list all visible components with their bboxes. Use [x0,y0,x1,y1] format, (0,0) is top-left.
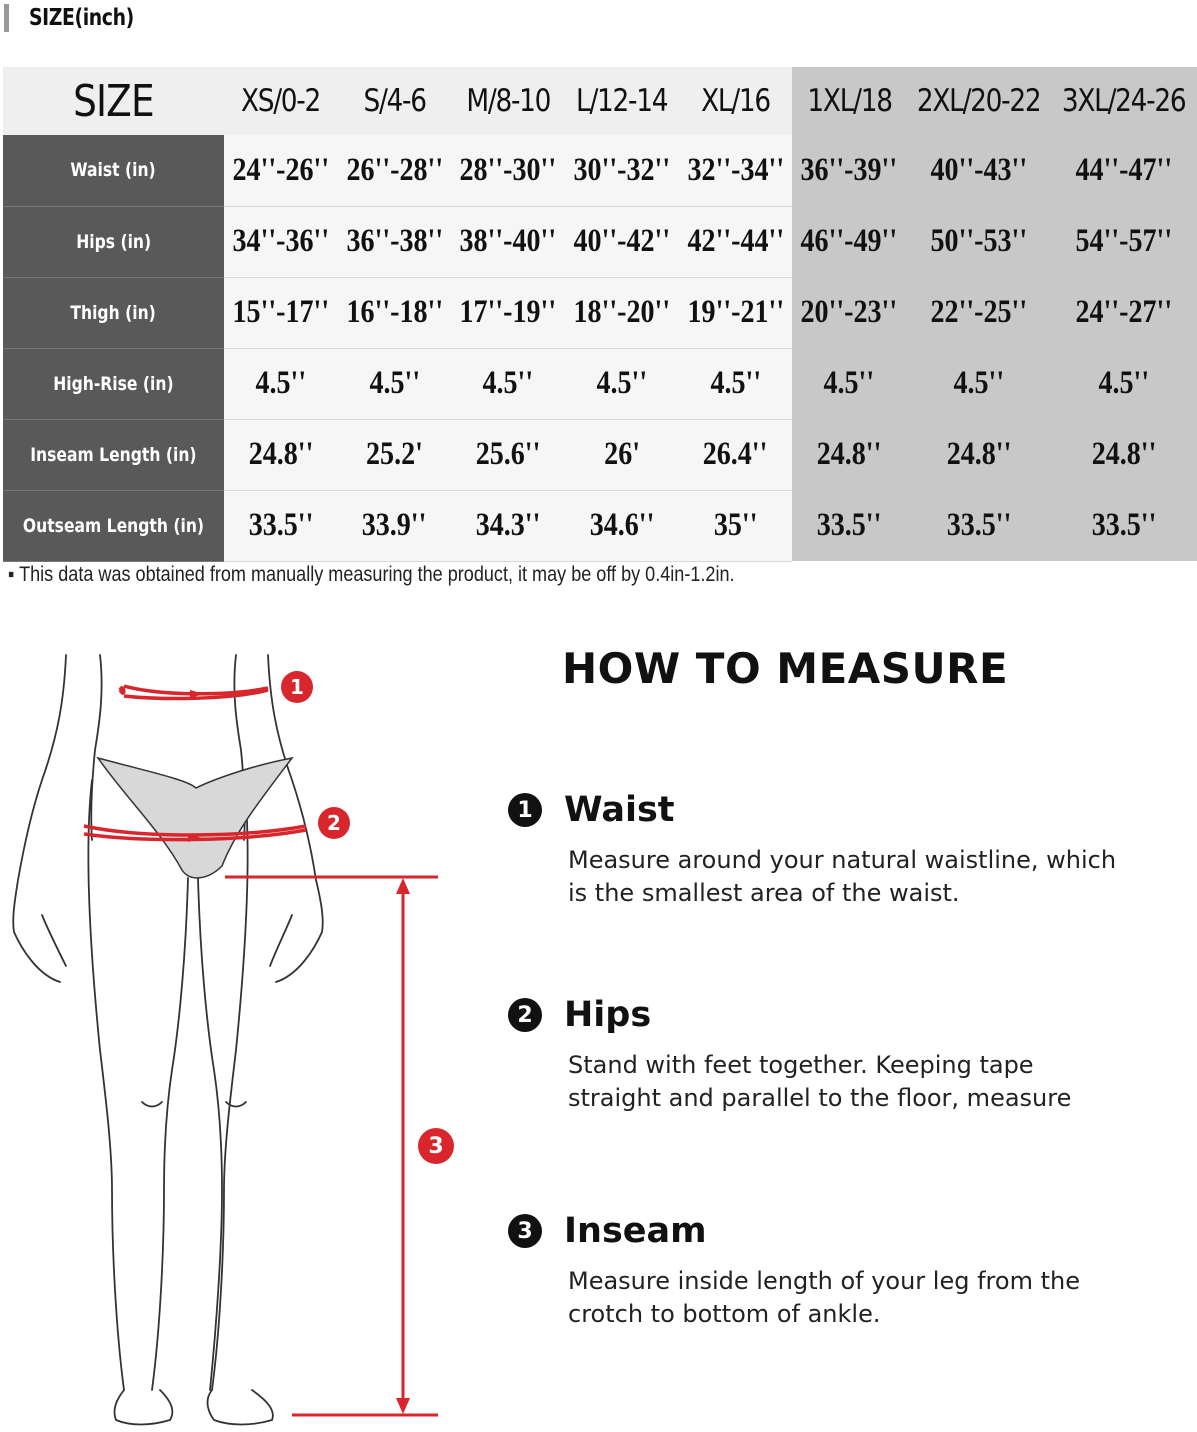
size-corner-label: SIZE [3,67,224,135]
size-header-row [3,67,1197,135]
row-label: High-Rise (in) [3,348,224,419]
step-number-icon: 1 [508,793,542,827]
row-label: Waist (in) [3,135,224,206]
table-cell: 26''-28'' [338,135,452,206]
step-description-line: Measure around your natural waistline, which [568,846,1117,874]
marker-1-icon [281,671,313,703]
size-column-header: L/12-14 [565,67,679,135]
step-name: Inseam [564,1211,707,1251]
table-row [3,135,1197,206]
table-cell: 22''-25'' [906,277,1051,348]
table-cell: 50''-53'' [906,206,1051,277]
table-cell: 33.5'' [906,490,1051,561]
table-cell: 34.3'' [451,490,565,561]
size-column-header: 1XL/18 [792,67,906,135]
table-cell: 32''-34'' [679,135,793,206]
table-cell: 35'' [679,490,793,561]
step-description [568,1049,1168,1115]
step-description [568,1265,1168,1331]
marker-3-icon [418,1128,454,1164]
table-row [3,490,1197,561]
step-description [568,844,1168,910]
section-title [0,0,157,36]
table-row [3,277,1197,348]
table-cell: 4.5'' [565,348,679,419]
table-cell: 4.5'' [338,348,452,419]
table-cell: 34''-36'' [224,206,338,277]
table-cell: 28''-30'' [451,135,565,206]
row-label: Inseam Length (in) [3,419,224,490]
table-cell: 40''-43'' [906,135,1051,206]
step-description-line: Stand with feet together. Keeping tape [568,1051,1034,1079]
table-cell: 34.6'' [565,490,679,561]
svg-text:1: 1 [290,675,304,699]
section-title-text: SIZE(inch) [29,5,134,31]
table-cell: 24''-26'' [224,135,338,206]
table-cell: 33.5'' [792,490,906,561]
measurement-note: ▪ This data was obtained from manually measuring the product, it may be off by 0.4in-1.2in. [8,563,735,586]
table-cell: 24.8'' [224,419,338,490]
table-cell: 40''-42'' [565,206,679,277]
size-column-header: M/8-10 [451,67,565,135]
table-cell: 26.4'' [679,419,793,490]
inseam-bottom-arrow-icon [396,1398,410,1414]
body-measurement-figure [0,630,470,1432]
table-cell: 42''-44'' [679,206,793,277]
step-name: Hips [564,995,652,1035]
table-cell: 54''-57'' [1051,206,1196,277]
table-cell: 24.8'' [1051,419,1196,490]
table-cell: 38''-40'' [451,206,565,277]
table-cell: 4.5'' [792,348,906,419]
table-cell: 4.5'' [224,348,338,419]
size-table [3,67,1197,562]
svg-text:2: 2 [327,811,341,835]
size-column-header: S/4-6 [338,67,452,135]
size-column-header: 3XL/24-26 [1051,67,1196,135]
table-cell: 26' [565,419,679,490]
row-label: Thigh (in) [3,277,224,348]
table-cell: 19''-21'' [679,277,793,348]
svg-text:3: 3 [428,1134,444,1159]
table-cell: 20''-23'' [792,277,906,348]
step-description-line: straight and parallel to the floor, measure [568,1084,1072,1112]
step-waist [508,790,1168,910]
table-cell: 24''-27'' [1051,277,1196,348]
table-cell: 4.5'' [679,348,793,419]
title-accent-bar [4,4,9,32]
step-number-icon: 3 [508,1214,542,1248]
inseam-top-arrow-icon [396,878,410,894]
table-cell: 33.5'' [1051,490,1196,561]
size-column-header: XS/0-2 [224,67,338,135]
table-cell: 4.5'' [451,348,565,419]
table-cell: 36''-39'' [792,135,906,206]
table-cell: 46''-49'' [792,206,906,277]
table-cell: 16''-18'' [338,277,452,348]
table-cell: 24.8'' [792,419,906,490]
table-cell: 25.6'' [451,419,565,490]
row-label: Hips (in) [3,206,224,277]
table-cell: 24.8'' [906,419,1051,490]
table-cell: 33.9'' [338,490,452,561]
size-column-header: 2XL/20-22 [906,67,1051,135]
step-description-line: Measure inside length of your leg from the [568,1267,1080,1295]
inseam-measure-line [225,877,438,1415]
size-column-header: XL/16 [679,67,793,135]
step-description-line: is the smallest area of the waist. [568,879,960,907]
how-to-measure-title: HOW TO MEASURE [562,644,1009,693]
table-cell: 4.5'' [1051,348,1196,419]
table-cell: 17''-19'' [451,277,565,348]
step-inseam [508,1211,1168,1331]
table-row [3,348,1197,419]
row-label: Outseam Length (in) [3,490,224,561]
step-number-icon: 2 [508,998,542,1032]
table-row [3,419,1197,490]
step-hips [508,995,1168,1115]
table-cell: 33.5'' [224,490,338,561]
marker-2-icon [318,807,350,839]
step-name: Waist [564,790,675,830]
table-cell: 36''-38'' [338,206,452,277]
table-cell: 4.5'' [906,348,1051,419]
table-cell: 30''-32'' [565,135,679,206]
table-cell: 18''-20'' [565,277,679,348]
table-cell: 44''-47'' [1051,135,1196,206]
briefs-shape [98,758,292,878]
table-cell: 15''-17'' [224,277,338,348]
step-description-line: crotch to bottom of ankle. [568,1300,881,1328]
table-cell: 25.2' [338,419,452,490]
table-row [3,206,1197,277]
